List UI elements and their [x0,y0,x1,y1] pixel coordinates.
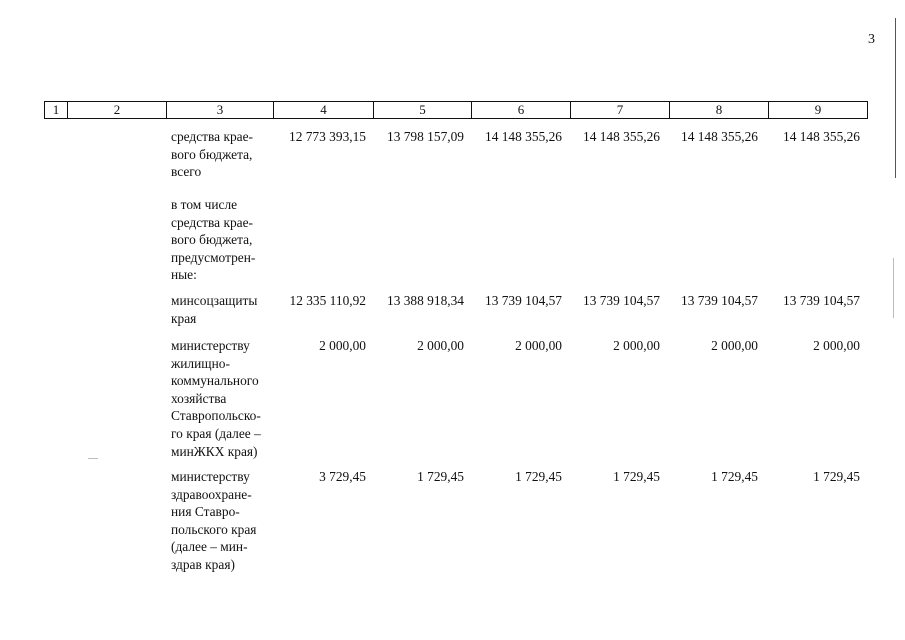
value-col-8: 13 739 104,57 [681,293,758,308]
value-col-9: 2 000,00 [813,338,860,353]
value-col-7: 2 000,00 [613,338,660,353]
row-label: министерству здравоохране- ния Ставро- польского края (далее – мин- здрав края) [171,469,257,572]
header-cell-7: 7 [571,102,670,119]
value-col-7: 1 729,45 [613,469,660,484]
value-col-5: 1 729,45 [417,469,464,484]
page-number: 3 [868,32,875,47]
header-cell-1: 1 [45,102,68,119]
value-col-4: 12 773 393,15 [289,129,366,144]
value-col-4: 2 000,00 [319,338,366,353]
value-col-8: 14 148 355,26 [681,129,758,144]
row-label: в том числе средства крае- вого бюджета, предусмотрен- ные: [171,197,256,283]
row-label: министерству жилищно- коммунального хозяйства Ставропольско- го края (далее – минЖКХ края) [171,338,261,459]
value-col-9: 13 739 104,57 [783,293,860,308]
value-col-7: 14 148 355,26 [583,129,660,144]
header-cell-6: 6 [472,102,571,119]
value-col-6: 14 148 355,26 [485,129,562,144]
value-col-5: 13 798 157,09 [387,129,464,144]
header-row [45,102,868,119]
header-cell-3: 3 [167,102,274,119]
value-col-7: 13 739 104,57 [583,293,660,308]
value-col-5: 2 000,00 [417,338,464,353]
value-col-6: 2 000,00 [515,338,562,353]
row-label: средства крае- вого бюджета, всего [171,129,253,180]
scan-artifact [88,458,98,459]
header-cell-4: 4 [274,102,374,119]
scan-edge-mark [893,258,894,318]
header-cell-8: 8 [670,102,769,119]
value-col-4: 3 729,45 [319,469,366,484]
scan-edge-mark [895,18,896,178]
value-col-9: 1 729,45 [813,469,860,484]
value-col-5: 13 388 918,34 [387,293,464,308]
value-col-6: 13 739 104,57 [485,293,562,308]
value-col-6: 1 729,45 [515,469,562,484]
header-cell-9: 9 [769,102,868,119]
value-col-9: 14 148 355,26 [783,129,860,144]
value-col-8: 2 000,00 [711,338,758,353]
value-col-8: 1 729,45 [711,469,758,484]
value-col-4: 12 335 110,92 [289,293,366,308]
header-cell-5: 5 [374,102,472,119]
header-cell-2: 2 [68,102,167,119]
row-label: минсоцзащиты края [171,293,258,326]
column-number-header [44,101,868,119]
